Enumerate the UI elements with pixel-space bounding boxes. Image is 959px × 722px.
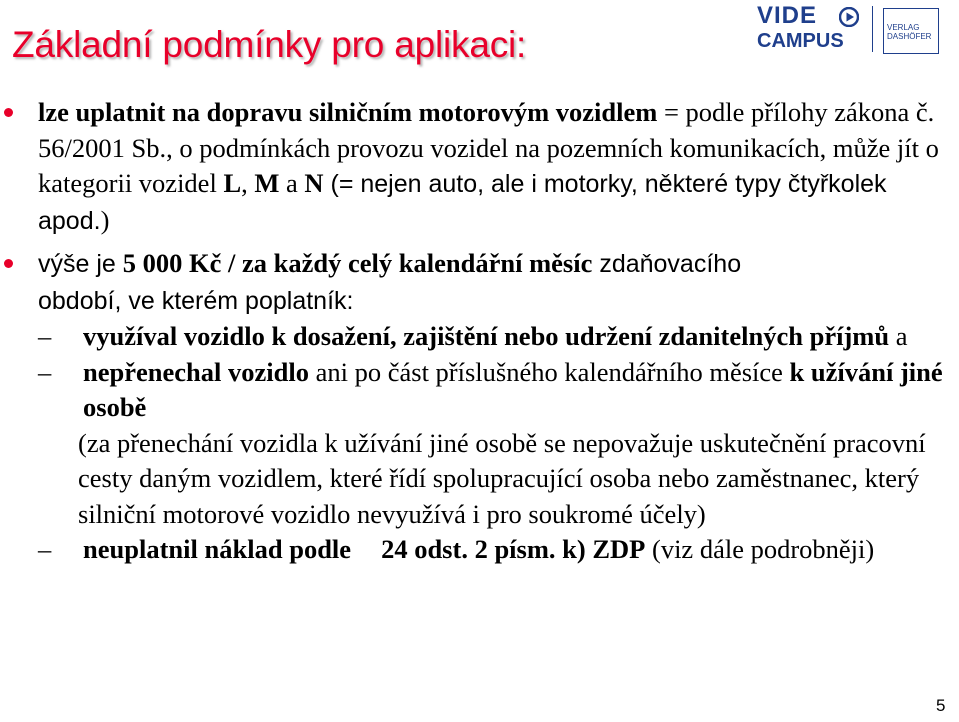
category-n: N <box>304 168 324 198</box>
logo-campus-text: CAMPUS <box>757 30 844 52</box>
videocampus-logo <box>757 4 953 54</box>
bullet1-bold-text: lze uplatnit na dopravu silničním motorovým vozidlem <box>38 97 658 127</box>
sub-item-3 <box>38 532 950 568</box>
dash-marker: – <box>38 356 52 387</box>
bullet1-separator-1: , <box>241 168 255 198</box>
bullet2-text-1: výše je <box>38 250 123 278</box>
slide-title: Základní podmínky pro aplikaci: <box>12 24 527 65</box>
bullet1-text-2: = podle přílohy zákona č. 56/2001 Sb. <box>38 97 935 163</box>
sub3-text: (viz dále podrobněji) <box>645 534 875 564</box>
slide-content <box>38 95 950 568</box>
bullet1-text-5: ) <box>100 204 110 235</box>
dash-marker: – <box>38 534 52 564</box>
bullet2-text-2: zdaňovacího <box>592 250 742 278</box>
note-paragraph: (za přenechání vozidla k užívání jiné osobě se nepovažuje uskutečnění pracovní cesty daným vozidlem, které řídí spolupracující osoba nebo zaměstnanec, který silniční motorové vozidlo nevyužívá i pro soukromé účely) <box>78 427 926 529</box>
sub3-bold-text-1: neuplatnil náklad podle <box>83 534 352 564</box>
bullet-dot-icon <box>4 259 13 268</box>
sub-item-1 <box>38 319 950 355</box>
sub1-text: a <box>889 321 908 351</box>
bullet1-separator-2: a <box>279 168 305 198</box>
sub1-bold-text: využíval vozidlo k dosažení, zajištění nebo udržení zdanitelných příjmů <box>83 321 890 351</box>
verlag-dashofer-logo <box>883 8 939 54</box>
sub2-text: ani po část příslušného kalendářního měsíce <box>308 356 790 387</box>
logo-divider <box>872 6 873 52</box>
sub2-bold-text-1: nepřenechal vozidlo <box>83 356 309 387</box>
bullet1-text-3: , o podmínkách provozu vozidel na pozemních komunikacích, může jít o kategorii vozidel <box>38 132 939 198</box>
sub2-bold-text-2: k užívání jiné osobě <box>83 356 943 422</box>
category-l: L <box>223 168 242 198</box>
bullet-dot-icon <box>4 108 13 117</box>
bullet-point-2 <box>38 246 950 319</box>
dash-marker: – <box>38 321 52 351</box>
page-number: 5 <box>936 696 946 715</box>
play-icon <box>839 7 859 27</box>
category-m: M <box>254 168 280 198</box>
logo-video-text: VIDE <box>757 2 818 29</box>
sub-item-2 <box>38 355 950 426</box>
bullet2-text-3: období, ve kterém poplatník: <box>38 286 354 315</box>
bullet2-bold-text: 5 000 Kč / za každý celý kalendářní měsíc <box>122 248 593 278</box>
sub3-bold-text-2: 24 odst. 2 písm. k) ZDP <box>381 534 646 564</box>
logo-dashofer-text: DASHÖFER <box>887 32 932 41</box>
bullet1-text-4: (= nejen auto, ale i motorky, některé typy čtyřkolek apod. <box>38 170 887 235</box>
logo-verlag-text: VERLAG <box>887 23 920 32</box>
bullet-point-1 <box>38 95 950 239</box>
